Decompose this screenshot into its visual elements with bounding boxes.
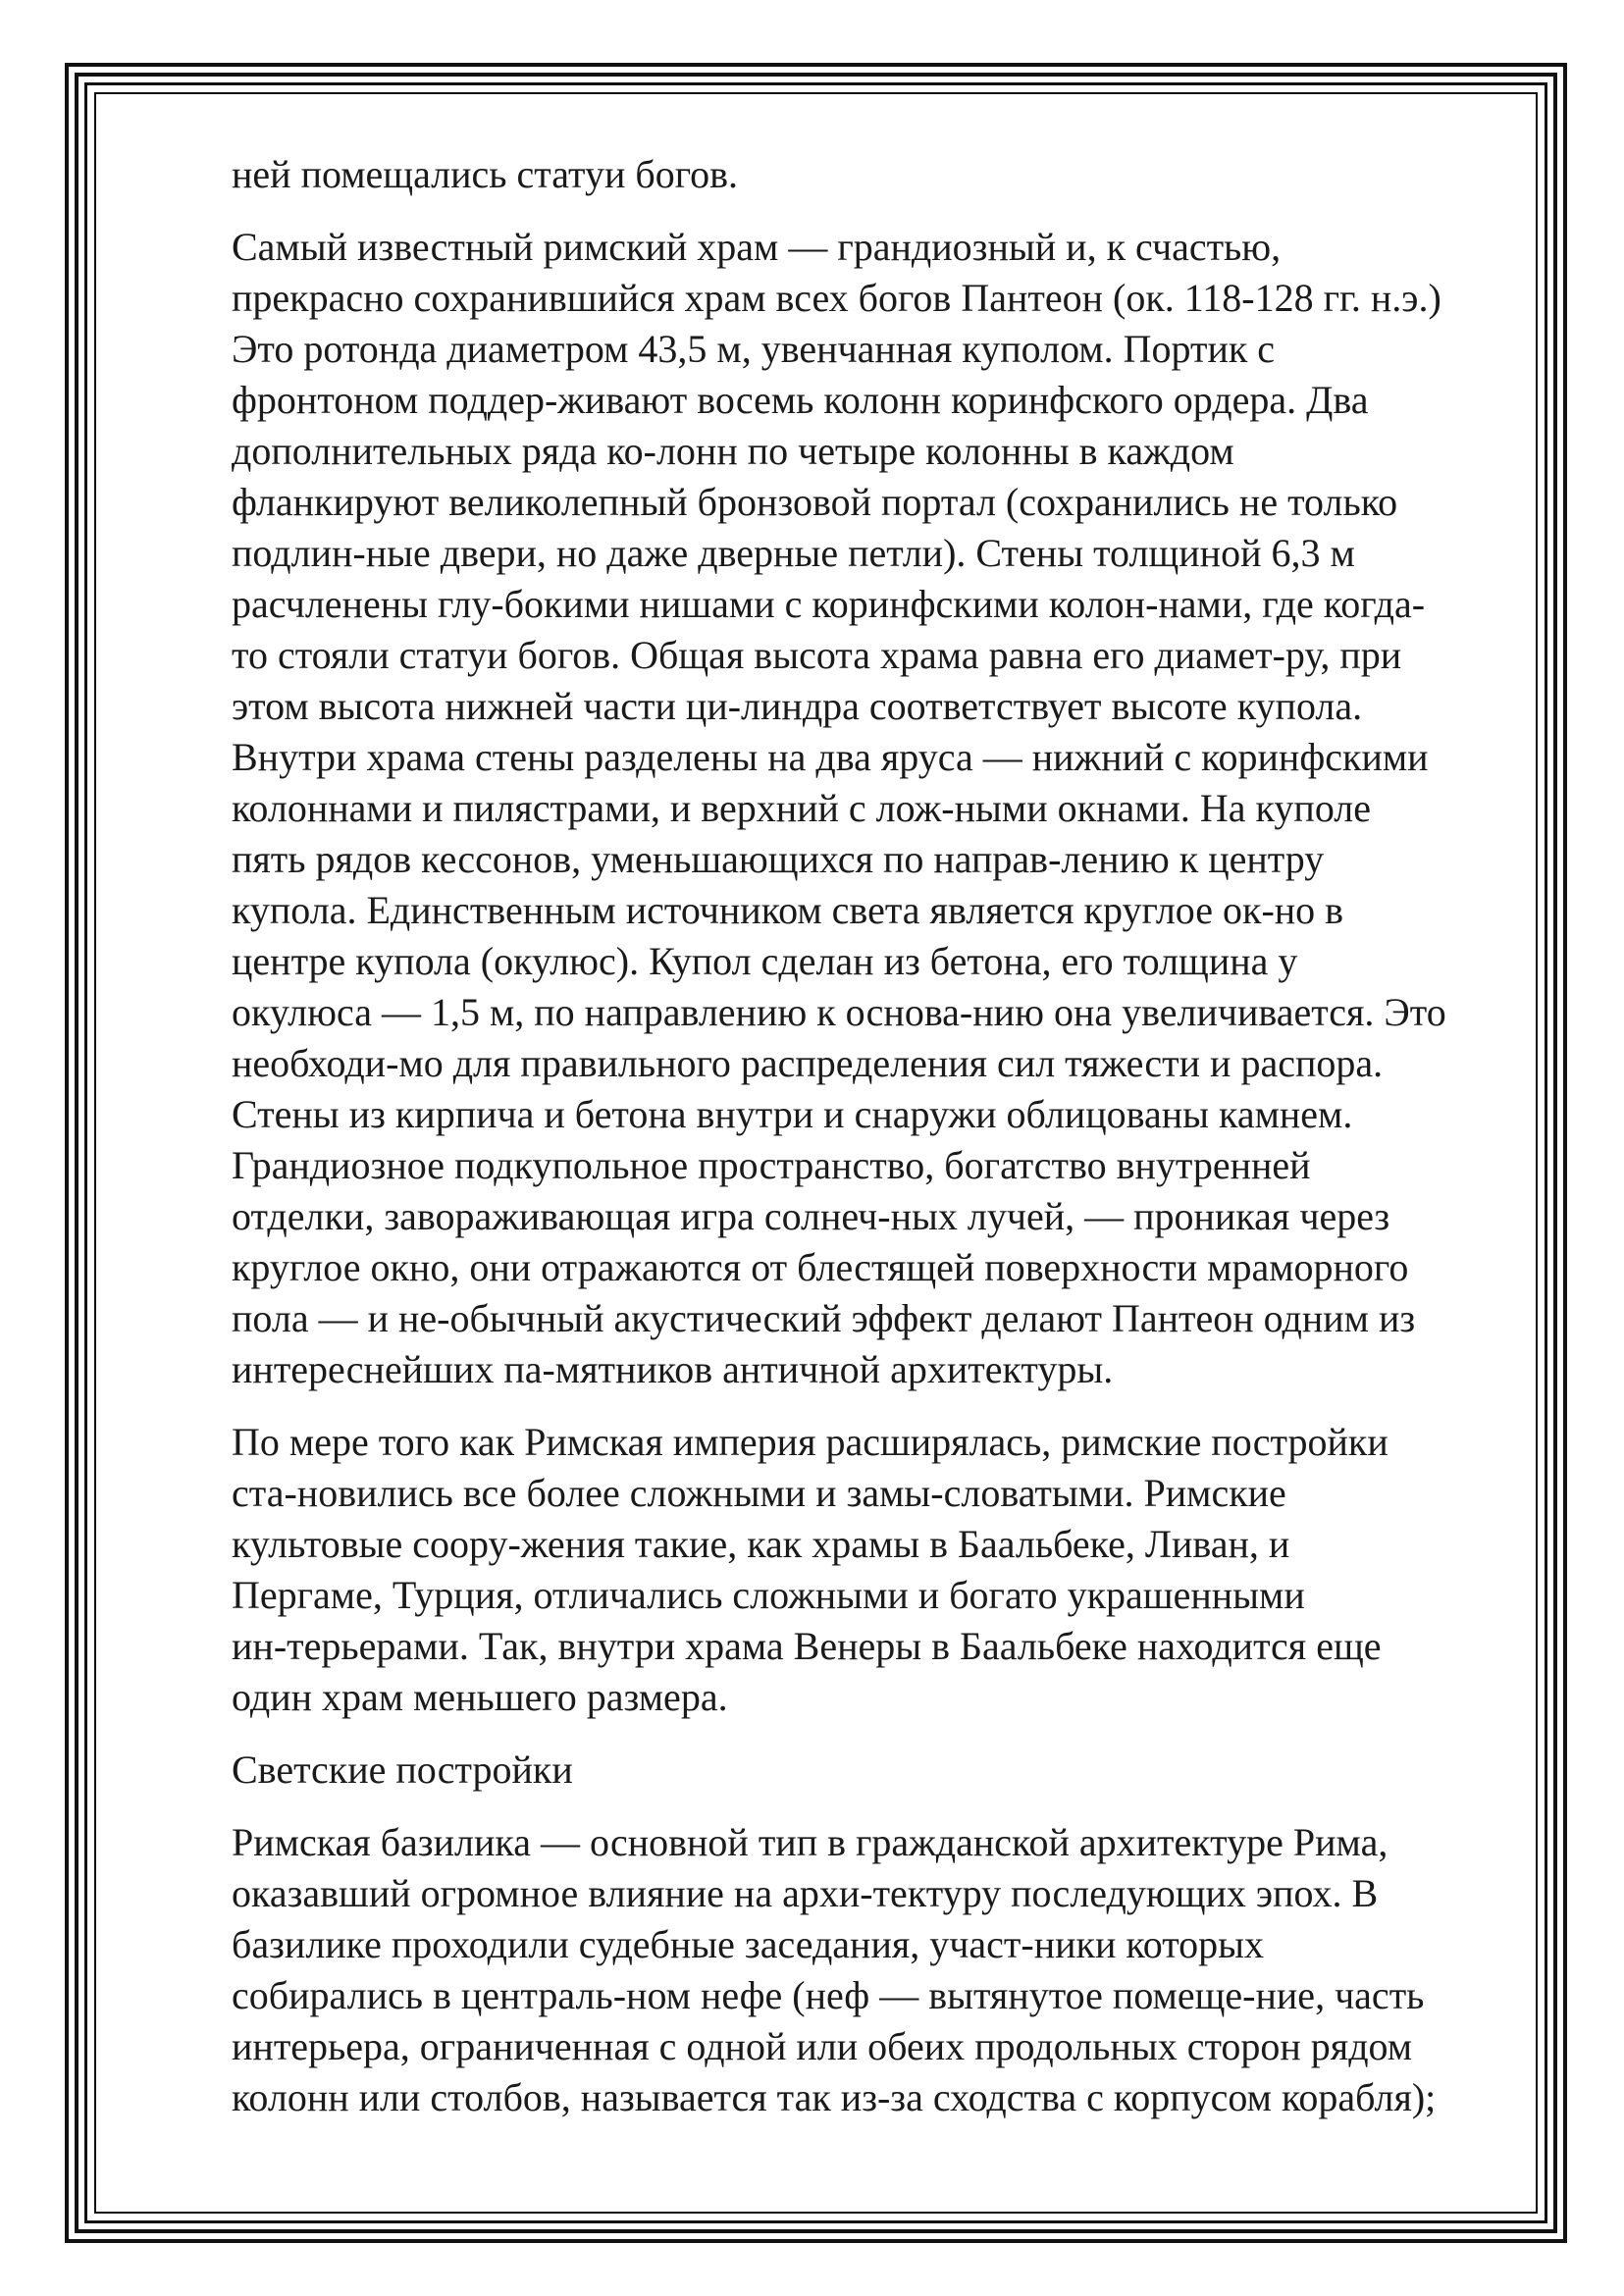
text-line: то стояли статуи богов. Общая высота храма равна его диамет-ру, при bbox=[232, 633, 1402, 677]
section-heading bbox=[232, 1745, 1507, 1796]
text-line: ста-новились все более сложными и замы-словатыми. Римские bbox=[232, 1471, 1286, 1515]
text-line: окулюса — 1,5 м, по направлению к основа-нию она увеличивается. Это bbox=[232, 990, 1446, 1034]
text-line: пола — и не-обычный акустический эффект делают Пантеон одним из bbox=[232, 1296, 1416, 1340]
paragraph bbox=[232, 1417, 1507, 1723]
text-line: отделки, завораживающая игра солнеч-ных лучей, — проникая через bbox=[232, 1194, 1390, 1238]
text-line: подлин-ные двери, но даже дверные петли). Стены толщиной 6,3 м bbox=[232, 531, 1355, 575]
text-line: купола. Единственным источником света является круглое ок-но в bbox=[232, 888, 1344, 932]
document-body bbox=[232, 149, 1507, 2145]
section-heading-text: Светские постройки bbox=[232, 1748, 573, 1792]
text-line: собирались в централь-ном нефе (неф — вытянутое помеще-ние, часть bbox=[232, 1973, 1425, 2017]
paragraph bbox=[232, 1817, 1507, 2123]
text-line: Грандиозное подкупольное пространство, богатство внутренней bbox=[232, 1143, 1311, 1187]
text-line: центре купола (окулюс). Купол сделан из бетона, его толщина у bbox=[232, 939, 1298, 983]
text-line: Внутри храма стены разделены на два яруса — нижний с коринфскими bbox=[232, 735, 1429, 779]
text-line: базилике проходили судебные заседания, участ-ники которых bbox=[232, 1922, 1265, 1966]
text-line: расчленены глу-бокими нишами с коринфскими колон-нами, где когда- bbox=[232, 582, 1426, 626]
text-line: фланкируют великолепный бронзовой портал (сохранились не только bbox=[232, 480, 1398, 524]
text-line: интереснейших па-мятников античной архитектуры. bbox=[232, 1347, 1114, 1391]
text-line: фронтоном поддер-живают восемь колонн коринфского ордера. Два bbox=[232, 378, 1369, 422]
text-line: один храм меньшего размера. bbox=[232, 1675, 728, 1719]
text-line: необходи-мо для правильного распределения сил тяжести и распора. bbox=[232, 1041, 1384, 1085]
text-line: пять рядов кессонов, уменьшающихся по направ-лению к центру bbox=[232, 837, 1325, 881]
text-line: оказавший огромное влияние на архи-тектуру последующих эпох. В bbox=[232, 1871, 1379, 1915]
text-line: этом высота нижней части ци-линдра соответствует высоте купола. bbox=[232, 684, 1363, 728]
text-line: круглое окно, они отражаются от блестящей поверхности мраморного bbox=[232, 1245, 1409, 1289]
text-line: Римская базилика — основной тип в гражданской архитектуре Рима, bbox=[232, 1820, 1388, 1864]
text-line: Самый известный римский храм — грандиозный и, к счастью, bbox=[232, 225, 1282, 269]
text-line: ней помещались статуи богов. bbox=[232, 152, 738, 196]
paragraph bbox=[232, 149, 1507, 200]
text-line: Стены из кирпича и бетона внутри и снаружи облицованы камнем. bbox=[232, 1092, 1353, 1136]
text-line: Пергаме, Турция, отличались сложными и богато украшенными bbox=[232, 1573, 1305, 1617]
text-line: колоннами и пилястрами, и верхний с лож-ными окнами. На куполе bbox=[232, 786, 1372, 830]
text-line: прекрасно сохранившийся храм всех богов Пантеон (ок. 118-128 гг. н.э.) bbox=[232, 276, 1441, 320]
text-line: интерьера, ограниченная с одной или обеих продольных сторон рядом bbox=[232, 2024, 1413, 2068]
text-line: колонн или столбов, называется так из-за сходства с корпусом корабля); bbox=[232, 2075, 1437, 2119]
text-line: дополнительных ряда ко-лонн по четыре колонны в каждом bbox=[232, 429, 1234, 473]
text-line: культовые соору-жения такие, как храмы в Баальбеке, Ливан, и bbox=[232, 1522, 1290, 1566]
text-line: По мере того как Римская империя расширялась, римские постройки bbox=[232, 1420, 1388, 1464]
text-line: ин-терьерами. Так, внутри храма Венеры в Баальбеке находится еще bbox=[232, 1624, 1382, 1668]
text-line: Это ротонда диаметром 43,5 м, увенчанная куполом. Портик с bbox=[232, 327, 1276, 371]
paragraph bbox=[232, 222, 1507, 1395]
